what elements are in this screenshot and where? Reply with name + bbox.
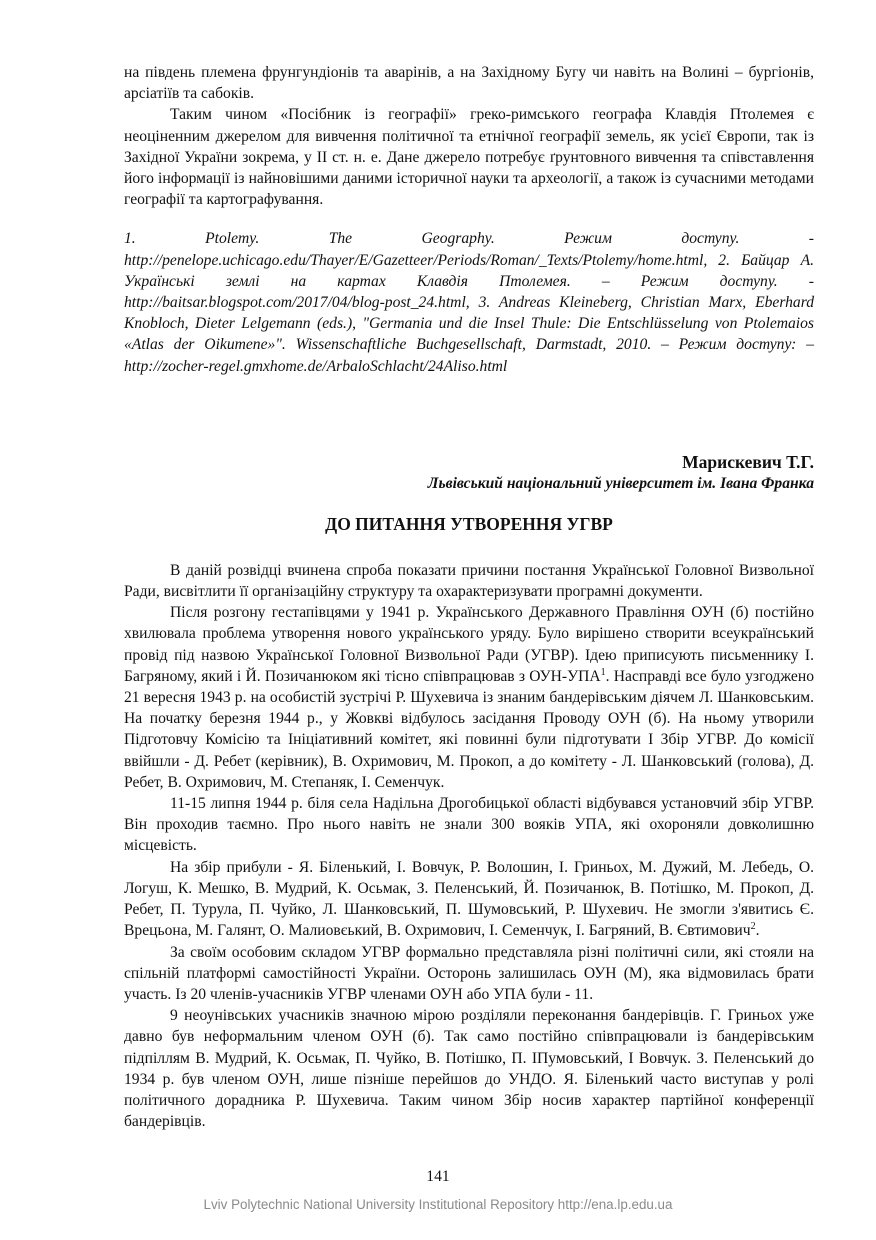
paragraph: 9 неоунівських учасників значною мірою розділяли переконання бандерівців. Г. Гриньох уже давно був неформальним членом ОУН (б). Так само постійно співпрацювали із бандерівським підпіллям В. Мудрий, К. Осьмак, П. Чуйко, В. Потішко, П. ІПумовський, І Вовчук. З. Пеленський до 1934 р. був членом ОУН, лише пізніше перейшов до УНДО. Я. Біленький часто виступав у ролі політичного дорадника Р. Шухевича. Таким чином Збір носив характер партійної конференції бандерівців. <box>124 1007 814 1131</box>
footnote-ref: 1 <box>600 666 606 678</box>
paragraph-text: Після розгону гестапівцями у 1941 р. Українського Державного Правління ОУН (б) постійно хвилювала проблема утворення нового українського уряду. Було вирішено створити всеукраїнський провід під назвою Української Головної Визвольної Ради (УГВР). Ідею приписують письменнику І. Багряному, який і Й. Позичанюком які тісно співпрацював з ОУН-УПА <box>124 604 814 685</box>
page-number: 141 <box>426 1168 450 1185</box>
references: 1. Ptolemy. The Geography. Режим доступу. - http://penelope.uchicago.edu/Thayer/E/Gazetteer/Periods/Roman/_Texts/Ptolemy/home.html, 2. Байцар А. Українські землі на картах Клавдія Птолемея. – Режим доступу. - http://baitsar.blogspot.com/2017/04/blog-post_24.html, 3. Andreas Kleineberg, Christian Marx, Eberhard Knobloch, Dieter Lelgemann (eds.), "Germania und die Insel Thule: Die Entschlüsselung von Ptolemaios «Atlas der Oikumene»". Wissenschaftliche Buchgesellschaft, Darmstadt, 2010. – Режим доступу: – http://zocher-regel.gmxhome.de/ArbaloSchlacht/24Aliso.html <box>124 230 814 375</box>
author-name: Марискевич Т.Г. <box>682 451 814 472</box>
paragraph <box>124 857 814 942</box>
article-body <box>124 560 814 1132</box>
author-affiliation: Львівський національний університет ім. Івана Франка <box>427 474 814 492</box>
page-content <box>124 62 814 1132</box>
paragraph: 11-15 липня 1944 р. біля села Надільна Дрогобицької області відбувався установчий збір УГВР. Він проходив таємно. Про нього навіть не знали 300 вояків УПА, які охороняли довколишню місцевість. <box>124 795 814 855</box>
paragraph: В даній розвідці вчинена спроба показати причини постання Української Головної Визвольної Ради, висвітлити її організаційну структуру та охарактеризувати програмні документи. <box>124 561 814 601</box>
paragraph-text: . Насправді все було узгоджено 21 вересня 1943 р. на особистій зустрічі Р. Шухевича із знаним бандерівським діячем Л. Шанковським. На початку березня 1944 р., у Жовкві відбулось засідання Проводу ОУН (б). На ньому утворили Підготовчу Комісію та Ініціативний комітет, які повинні були підготувати І Збір УГВР. До комісії ввійшли - Д. Ребет (керівник), В. Охримович, М. Прокоп, а до комітету - Л. Шанковський (голова), Д. Ребет, В. Охримович, М. Степаняк, І. Семенчук. <box>124 667 814 791</box>
repository-footer: Lviv Polytechnic National University Institutional Repository http://ena.lp.edu.ua <box>203 1197 673 1212</box>
article-title: ДО ПИТАННЯ УТВОРЕННЯ УГВР <box>325 513 613 534</box>
paragraph-text: На збір прибули - Я. Біленький, І. Вовчук, Р. Волошин, І. Гриньох, М. Дужий, М. Лебедь, О. Логуш, К. Мешко, В. Мудрий, К. Осьмак, З. Пеленський, Й. Позичанюк, В. Потішко, М. Прокоп, Д. Ребет, П. Турула, П. Чуйко, Л. Шанковський, П. Шумовський, Р. Шухевич. Не змогли з'явитись Є. Врецьона, М. Галянт, О. Малиовєький, В. Охримович, І. Семенчук, І. Багряний, В. Євтимович <box>124 858 814 940</box>
paragraph-text: . <box>755 922 760 940</box>
author-block <box>124 451 814 494</box>
footnote-ref: 2 <box>750 921 756 933</box>
paragraph: За своїм особовим складом УГВР формально представляла різні політичні сили, які стояли на спільній платформі самостійності України. Осторонь залишилась ОУН (М), яка відмовилась брати участь. Із 20 членів-учасників УГВР членами ОУН або УПА були - 11. <box>124 943 814 1003</box>
paragraph-conclusion: Таким чином «Посібник із географії» греко-римського географа Клавдія Птолемея є неоціненним джерелом для вивчення політичної та етнічної географії земель, як усієї Європи, так із Західної України зокрема, у ІІ ст. н. е. Дане джерело потребує ґрунтовного вивчення та співставлення його інформації із найновішими даними історичної науки та археології, а також із сучасними методами географії та картографування. <box>124 106 814 209</box>
paragraph <box>124 602 814 793</box>
paragraph-continued: на південь племена фрунгундіонів та аварінів, а на Західному Бугу чи навіть на Волині – бургіонів, арсіатіїв та сабоків. <box>124 64 814 103</box>
